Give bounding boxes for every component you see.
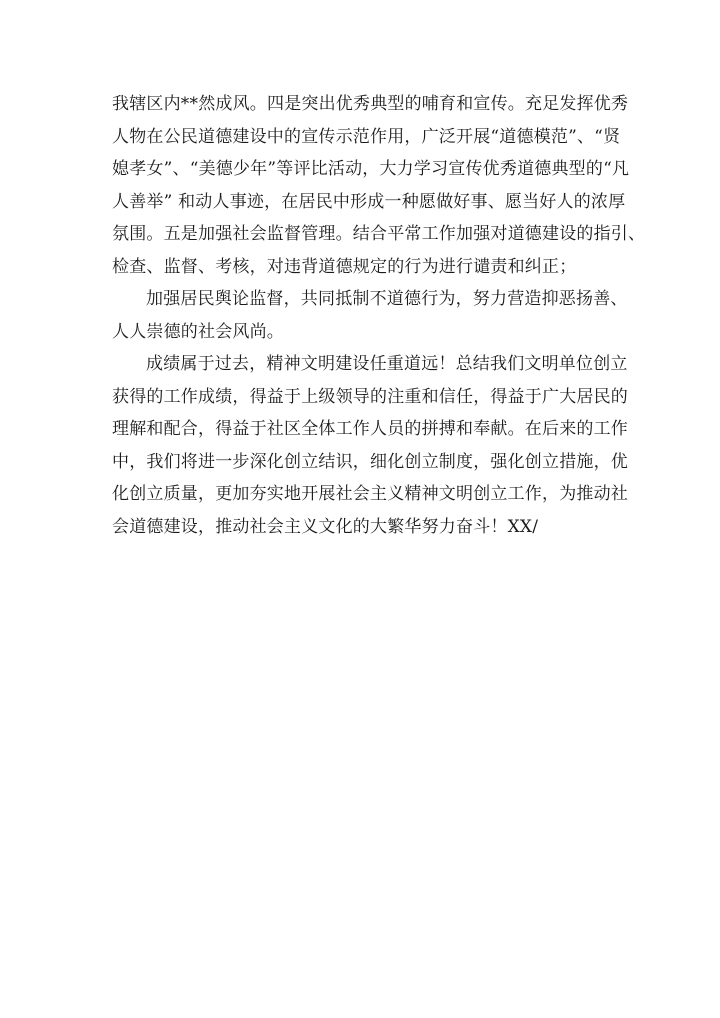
text-line: 人物在公民道德建设中的宣传示范作用，广泛开展“道德模范”、“贤: [112, 126, 621, 147]
text-line: 化创立质量，更加夯实地开展社会主义精神文明创立工作，为推动社: [112, 484, 628, 504]
text-line: 人人崇德的社会风尚。: [112, 321, 284, 342]
text-line: 媳孝女”、“美德少年”等评比活动，大力学习宣传优秀道德典型的“凡: [112, 159, 630, 179]
text-line: 我辖区内**然成风。四是突出优秀典型的哺育和宣传。充足发挥优秀: [112, 94, 629, 114]
text-line: 会道德建设，推动社会主义文化的大繁华努力奋斗！XX/: [112, 516, 539, 537]
document-body: [112, 88, 646, 543]
paragraph-1: [112, 88, 646, 283]
paragraph-2: [112, 283, 628, 348]
text-line: 氛围。五是加强社会监督管理。结合平常工作加强对道德建设的指引、: [112, 224, 646, 244]
paragraph-3: [112, 348, 628, 543]
text-line: 成绩属于过去，精神文明建设任重道远！总结我们文明单位创立: [146, 354, 628, 374]
text-line: 检查、监督、考核，对违背道德规定的行为进行谴责和纠正；: [112, 256, 577, 277]
text-line: 中，我们将进一步深化创立结识，细化创立制度，强化创立措施，优: [112, 451, 628, 472]
text-line: 理解和配合，得益于社区全体工作人员的拼搏和奉献。在后来的工作: [112, 419, 628, 439]
text-line: 获得的工作成绩，得益于上级领导的注重和信任，得益于广大居民的: [112, 386, 628, 407]
text-line: 加强居民舆论监督，共同抵制不道德行为，努力营造抑恶扬善、: [146, 289, 628, 309]
text-line: 人善举” 和动人事迹，在居民中形成一种愿做好事、愿当好人的浓厚: [112, 191, 626, 212]
